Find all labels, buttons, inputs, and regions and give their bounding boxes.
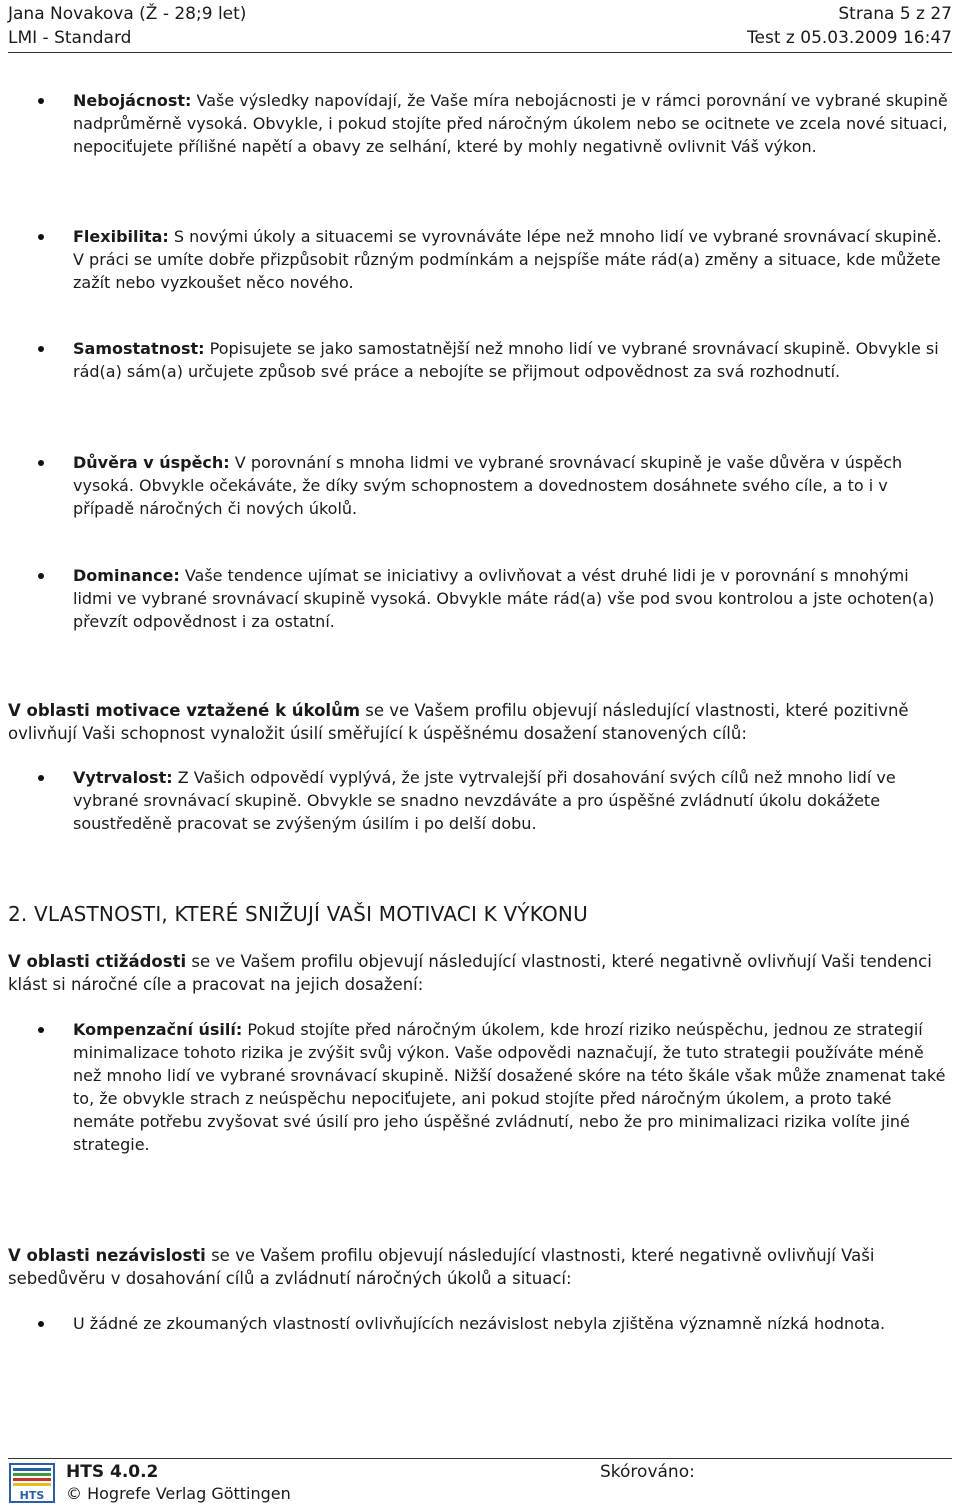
item-text: U žádné ze zkoumaných vlastností ovlivňujících nezávislost nebyla zjištěna významně nízká hodnota. [73,1314,886,1333]
test-date: Test z 05.03.2009 16:47 [747,28,952,48]
page-number: Strana 5 z 27 [838,4,952,24]
section-heading: 2. VLASTNOSTI, KTERÉ SNIŽUJÍ VAŠI MOTIVACI K VÝKONU [8,902,588,926]
intro-text: se ve Vašem profilu objevují následující vlastnosti, které pozitivně ovlivňují Vaši schopnost vynaložit úsilí směřující k úspěšnému dosažení stanovených cílů: [8,701,909,743]
list-item-vytrvalost [8,766,952,835]
footer-divider [8,1458,952,1459]
item-text: V porovnání s mnoha lidmi ve vybrané srovnávací skupině je vaše důvěra v úspěch vysoká. Obvykle očekáváte, že díky svým schopnostem a dovednostem dosáhnete svého cíle, a to i v případě náročných či nových úkolů. [73,453,903,518]
item-text: Z Vašich odpovědí vyplývá, že jste vytrvalejší při dosahování svých cílů než mnoho lidí ve vybrané srovnávací skupině. Obvykle se snadno nevzdáváte a pro úspěšné zvládnutí úkolu dokážete soustředěně pracovat se zvýšeným úsilím i po delší dobu. [73,768,896,833]
intro-motivace [8,699,950,745]
item-text: Popisujete se jako samostatnější než mnoho lidí ve vybrané srovnávací skupině. Obvykle si rád(a) sám(a) určujete způsob své práce a nebojíte se přijmout odpovědnost za svá rozhodnutí. [73,339,939,381]
bullet-icon [38,1321,44,1327]
logo-text: HTS [19,1489,45,1502]
list-item-zadne [8,1312,952,1335]
intro-text: se ve Vašem profilu objevují následující vlastnosti, které negativně ovlivňují Vaši sebedůvěru v dosahování cílů a zvládnutí náročných úkolů a situací: [8,1246,875,1288]
intro-ctizadost [8,950,950,996]
bullet-icon [38,98,44,104]
item-label: Samostatnost: [73,339,205,358]
list-item-duvera [8,451,952,520]
product-name: LMI - Standard [8,28,132,48]
footer-title: HTS 4.0.2 [66,1462,159,1482]
intro-text: se ve Vašem profilu objevují následující vlastnosti, které negativně ovlivňují Vaši tendenci klást si náročné cíle a pracovat na jejich dosažení: [8,952,932,994]
list-item-flexibilita [8,225,952,294]
list-item-samostatnost [8,337,952,383]
item-text: Vaše výsledky napovídají, že Vaše míra nebojácnosti je v rámci porovnání ve vybrané skupině nadprůměrně vysoká. Obvykle, i pokud stojíte před náročným úkolem nebo se ocitnete ve zcela nové situaci, nepociťujete přílišné napětí a obavy ze selhání, které by mohly negativně ovlivnit Váš výkon. [73,91,948,156]
page-header [8,2,952,50]
bullet-icon [38,346,44,352]
item-text: Pokud stojíte před náročným úkolem, kde hrozí riziko neúspěchu, jednou ze strategií minimalizace tohoto rizika je zvýšit svůj výkon. Vaše odpovědi naznačují, že tuto strategii používáte méně než mnoho lidí ve vybrané srovnávací skupině. Nižší dosažené skóre na této škále však může znamenat také to, že obvykle strach z neúspěchu nepociťujete, ani pokud stojíte před náročným úkolem, a proto také nemáte potřebu zvyšovat své úsilí pro jeho úspěšné zvládnutí, nebo že pro minimalizaci rizika volíte jiné strategie. [73,1020,946,1154]
bullet-icon [38,573,44,579]
intro-label: V oblasti nezávislosti [8,1246,206,1265]
item-text: S novými úkoly a situacemi se vyrovnáváte lépe než mnoho lidí ve vybrané srovnávací skupině. V práci se umíte dobře přizpůsobit různým podmínkám a nejspíše máte rád(a) změny a situace, kde můžete zažít nebo vyzkoušet něco nového. [73,227,942,292]
bullet-icon [38,1027,44,1033]
list-item-nebojacnost [8,89,952,158]
header-divider [8,52,952,53]
item-label: Dominance: [73,566,180,585]
intro-label: V oblasti ctižádosti [8,952,187,971]
intro-nezavislost [8,1244,950,1290]
item-label: Flexibilita: [73,227,169,246]
item-label: Kompenzační úsilí: [73,1020,243,1039]
bullet-icon [38,775,44,781]
bullet-icon [38,234,44,240]
bullet-icon [38,460,44,466]
list-item-dominance [8,564,952,633]
page-footer [8,1458,952,1506]
item-label: Důvěra v úspěch: [73,453,230,472]
footer-copyright: © Hogrefe Verlag Göttingen [66,1484,291,1503]
list-item-kompenzacni [8,1018,952,1156]
intro-label: V oblasti motivace vztažené k úkolům [8,701,361,720]
hts-logo-icon [8,1462,56,1504]
item-label: Nebojácnost: [73,91,192,110]
footer-score-label: Skórováno: [600,1462,695,1482]
candidate-name: Jana Novakova (Ž - 28;9 let) [8,4,247,24]
item-label: Vytrvalost: [73,768,173,787]
item-text: Vaše tendence ujímat se iniciativy a ovlivňovat a vést druhé lidi je v porovnání s mnohými lidmi ve vybrané srovnávací skupině vysoká. Obvykle máte rád(a) vše pod svou kontrolou a jste ochoten(a) převzít odpovědnost i za ostatní. [73,566,935,631]
